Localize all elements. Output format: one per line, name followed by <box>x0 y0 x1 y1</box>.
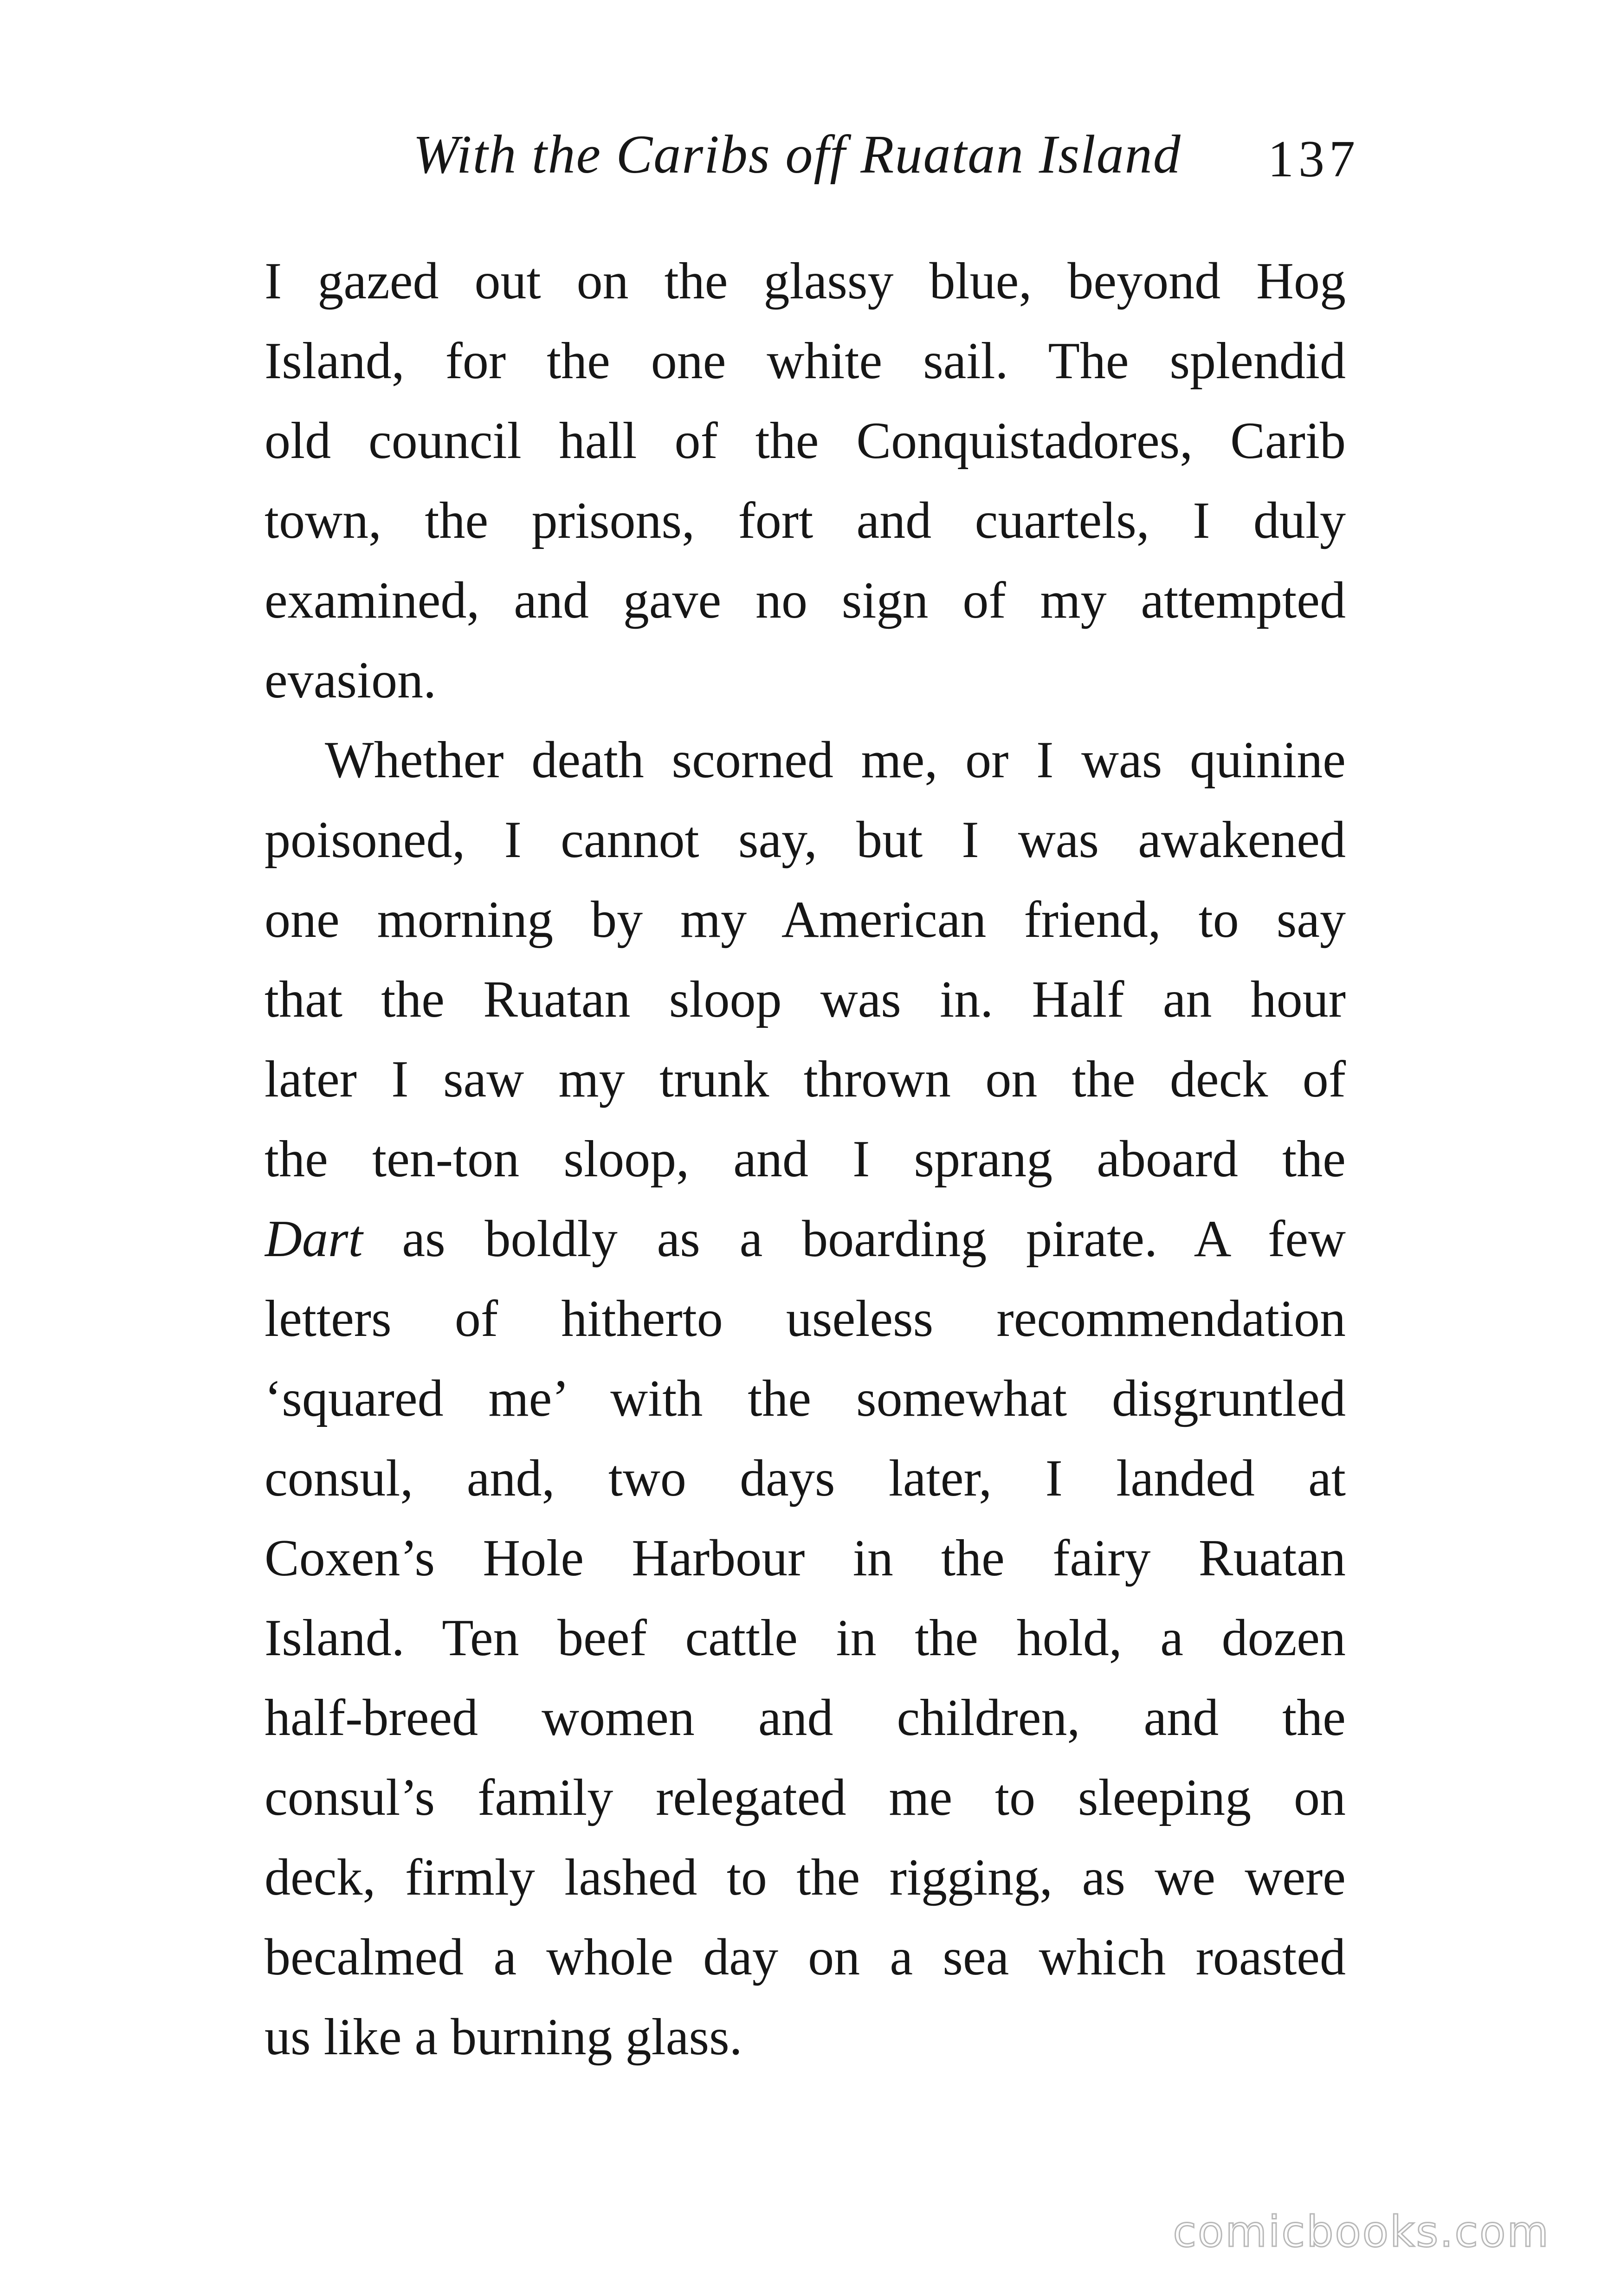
text-line: Island, for the one white sail. The splendid <box>265 332 1346 390</box>
text-line: examined, and gave no sign of my attempted <box>265 572 1346 629</box>
paragraph-2 <box>265 720 1346 2077</box>
text-line: Island. Ten beef cattle in the hold, a dozen <box>265 1609 1346 1667</box>
text-line: letters of hitherto useless recommendation <box>265 1290 1346 1348</box>
running-title: With the Caribs off Ruatan Island <box>413 124 1181 185</box>
text-line: becalmed a whole day on a sea which roasted <box>265 1928 1346 1986</box>
text-line: consul’s family relegated me to sleeping on <box>265 1769 1346 1826</box>
text-line: half-breed women and children, and the <box>265 1689 1346 1747</box>
text-line: one morning by my American friend, to say <box>265 891 1346 948</box>
text-line: later I saw my trunk thrown on the deck of <box>265 1051 1346 1108</box>
running-head <box>265 123 1360 193</box>
text-line: Whether death scorned me, or I was quinine <box>325 731 1346 789</box>
text-line: old council hall of the Conquistadores, Carib <box>265 412 1346 470</box>
text-line: I gazed out on the glassy blue, beyond Hog <box>265 252 1346 310</box>
text-line-remainder: as boldly as a boarding pirate. A few <box>362 1210 1346 1268</box>
text-line: that the Ruatan sloop was in. Half an hour <box>265 971 1346 1028</box>
text-line: poisoned, I cannot say, but I was awakened <box>265 811 1346 869</box>
text-line: evasion. <box>265 651 437 709</box>
text-line: consul, and, two days later, I landed at <box>265 1450 1346 1507</box>
text-line: the ten-ton sloop, and I sprang aboard the <box>265 1130 1346 1188</box>
text-line: us like a burning glass. <box>265 2008 742 2066</box>
text-line: ‘squared me’ with the somewhat disgruntled <box>265 1370 1346 1427</box>
ship-name-italic: Dart <box>265 1210 363 1268</box>
page-number: 137 <box>1268 130 1360 188</box>
text-line: deck, firmly lashed to the rigging, as we were <box>265 1849 1346 1906</box>
text-line-with-italic <box>265 1199 1346 1279</box>
paragraph-1 <box>265 241 1346 720</box>
watermark: comicbooks.com <box>1173 2207 1550 2257</box>
body-text <box>265 241 1346 2077</box>
text-line: Coxen’s Hole Harbour in the fairy Ruatan <box>265 1529 1346 1587</box>
text-line: town, the prisons, fort and cuartels, I duly <box>265 492 1346 549</box>
